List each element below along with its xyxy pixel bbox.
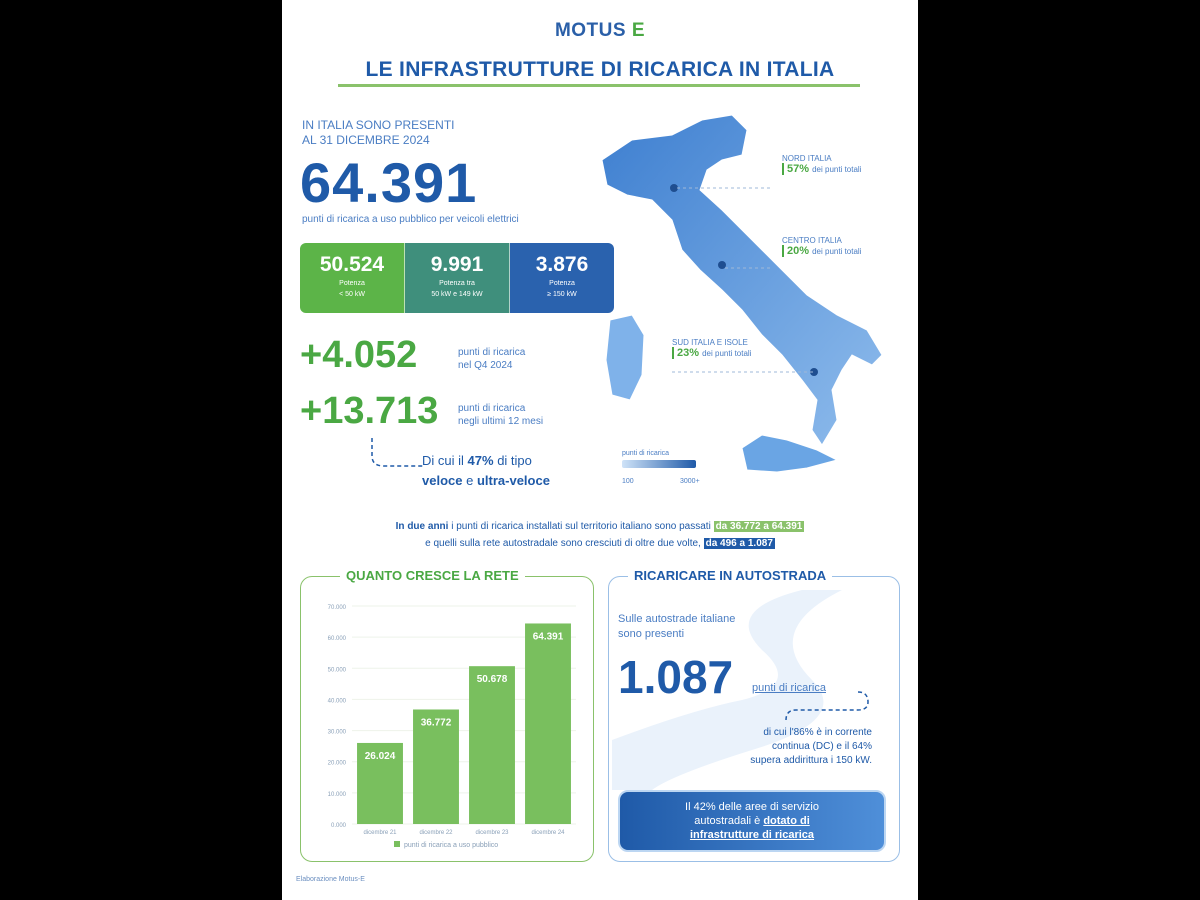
highway-details: di cui l'86% è in corrente continua (DC) e il 64% supera addirittura i 150 kW. xyxy=(750,727,872,766)
total-subtitle: punti di ricarica a uso pubblico per veicoli elettrici xyxy=(302,214,519,225)
map-legend-bar xyxy=(622,460,696,468)
legend-swatch xyxy=(394,841,400,847)
bar-value-label: 50.678 xyxy=(476,674,508,686)
y-tick-label: 0.000 xyxy=(330,823,346,829)
x-tick-label: dicembre 24 xyxy=(531,830,565,836)
callout-center: CENTRO ITALIA 20% dei punti totali xyxy=(782,236,862,257)
y-tick-label: 50.000 xyxy=(327,667,346,674)
power-tiles xyxy=(300,243,614,313)
y-tick-label: 20.000 xyxy=(327,760,346,767)
map-legend-title: punti di ricarica xyxy=(622,450,670,457)
footnote: Elaborazione Motus-E xyxy=(296,876,365,883)
y-tick-label: 30.000 xyxy=(327,729,346,736)
x-tick-label: dicembre 22 xyxy=(419,830,453,836)
map-legend-min: 100 xyxy=(622,478,634,485)
callout-south: SUD ITALIA E ISOLE 23% dei punti totali xyxy=(672,338,752,359)
legend-label: punti di ricarica a uso pubblico xyxy=(404,842,499,849)
callout-north: NORD ITALIA 57% dei punti totali xyxy=(782,154,862,175)
map-legend-max: 3000+ xyxy=(680,478,700,485)
service-areas-box: Il 42% delle aree di servizio autostradali è dotato di infrastrutture di ricarica xyxy=(618,790,886,852)
tile-high-power: 3.876 Potenza ≥ 150 kW xyxy=(510,243,614,313)
bar xyxy=(525,623,571,824)
growth-12m-value: +13.713 xyxy=(300,390,439,432)
bar-chart xyxy=(306,596,586,856)
page-title: LE INFRASTRUTTURE DI RICARICA IN ITALIA xyxy=(365,58,835,81)
summary-text: In due anni i punti di ricarica installati sul territorio italiano sono passati da 36.772 a 64.391 e quelli sulla rete autostradale sono cresciuti di oltre due volte, da 496 a 1.087 xyxy=(395,521,803,549)
bar-value-label: 26.024 xyxy=(364,750,396,762)
intro-line-2: AL 31 DICEMBRE 2024 xyxy=(302,133,430,147)
fast-share-text: Di cui il 47% di tipo veloce e ultra-veloce xyxy=(422,453,550,488)
intro-line-1: IN ITALIA SONO PRESENTI xyxy=(302,118,455,132)
x-tick-label: dicembre 23 xyxy=(475,830,509,836)
intro-text xyxy=(302,118,542,148)
total-count: 64.391 xyxy=(300,151,478,214)
highway-total: 1.087 xyxy=(618,651,734,703)
italy-map xyxy=(582,100,912,500)
bar xyxy=(469,666,515,824)
dashed-connector-icon xyxy=(368,436,428,470)
tile-low-power: 50.524 Potenza < 50 kW xyxy=(300,243,405,313)
y-tick-label: 60.000 xyxy=(327,636,346,643)
growth-q4-label: punti di ricarica nel Q4 2024 xyxy=(458,347,526,371)
tile-mid-power: 9.991 Potenza tra 50 kW e 149 kW xyxy=(405,243,510,313)
growth-12m-label: punti di ricarica negli ultimi 12 mesi xyxy=(458,403,544,427)
y-tick-label: 10.000 xyxy=(327,791,346,798)
highway-intro: Sulle autostrade italiane sono presenti xyxy=(618,613,736,640)
x-tick-label: dicembre 21 xyxy=(363,830,397,836)
brand-logo: MOTUS E xyxy=(554,20,646,41)
y-tick-label: 70.000 xyxy=(327,605,346,611)
dashed-connector-2-icon xyxy=(782,688,872,728)
bar-value-label: 36.772 xyxy=(420,717,452,729)
chart-panel-title: QUANTO CRESCE LA RETE xyxy=(340,568,525,583)
title-underline xyxy=(338,84,860,87)
infographic-page xyxy=(282,0,918,900)
bar-value-label: 64.391 xyxy=(532,631,564,643)
growth-q4-value: +4.052 xyxy=(300,334,418,376)
highway-panel-title: RICARICARE IN AUTOSTRADA xyxy=(628,568,832,583)
highway-unit: punti di ricarica xyxy=(752,682,826,694)
y-tick-label: 40.000 xyxy=(327,698,346,705)
